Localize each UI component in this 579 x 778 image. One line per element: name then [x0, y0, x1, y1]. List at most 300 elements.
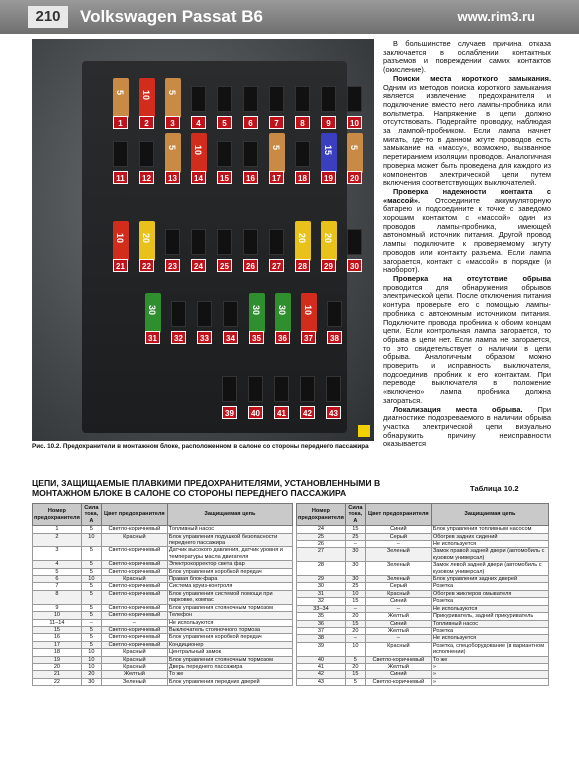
color-cell: Светло-коричневый	[101, 526, 167, 533]
current-cell: 10	[81, 576, 101, 583]
paragraph: В большинстве случаев причина отказа заключается в ослаблении контактных разъемов и повреждении самих контактов (окисление).	[383, 39, 551, 75]
circuit-cell: То же	[167, 671, 292, 678]
current-cell: 5	[81, 590, 101, 604]
empty-slot	[347, 229, 362, 255]
empty-slot	[327, 301, 342, 327]
empty-slot	[295, 141, 310, 167]
fuse-rating: 15	[323, 145, 333, 156]
current-cell: 15	[345, 526, 365, 533]
current-cell: 5	[81, 547, 101, 561]
color-cell: Зеленый	[365, 562, 431, 576]
color-cell: Светло-коричневый	[101, 583, 167, 590]
table-row	[297, 627, 549, 634]
fuse-number-cell: 5	[33, 568, 82, 575]
fuse-number-label: 24	[191, 259, 206, 272]
fuse-rating: 20	[141, 233, 151, 244]
table-row	[33, 583, 293, 590]
empty-slot	[222, 376, 237, 402]
empty-slot	[243, 141, 258, 167]
table-row	[297, 671, 549, 678]
table-row	[297, 620, 549, 627]
fuse-rating: 30	[277, 305, 287, 316]
color-cell: Красный	[365, 590, 431, 597]
fuse-number-label: 42	[300, 406, 315, 419]
table-row	[33, 590, 293, 604]
empty-slot	[223, 301, 238, 327]
circuit-cell: Топливный насос	[431, 620, 548, 627]
paragraph-text: Отсоедините аккумуляторную батарею и подсоедините к точке с заведомо хорошим контактом с «массой» один из проводов лампы-пробника, имеющей автономный источник питания. Другой провод лампы подключите к проверяемому жгуту проводов или контакту разъема. Если лампа загорается, контакт с «массой» в порядке (и наоборот).	[383, 195, 551, 275]
circuit-cell: Центральный замок	[167, 649, 292, 656]
fuse-number-cell: 38	[297, 635, 346, 642]
table-row	[33, 671, 293, 678]
color-cell: Красный	[101, 576, 167, 583]
circuit-cell: Блок управления системой помощи при парковке, компас	[167, 590, 292, 604]
table-row	[33, 634, 293, 641]
circuit-cell: Розетка, спецоборудование (в вариантном исполнении)	[431, 642, 548, 656]
table-row	[33, 604, 293, 611]
fuse-icon	[275, 293, 291, 333]
subheading: Проверка надежности контакта с «массой».	[383, 186, 551, 205]
color-cell: Зеленый	[101, 678, 167, 685]
empty-slot	[217, 86, 232, 112]
table-row	[33, 526, 293, 533]
fuse-icon	[269, 133, 285, 173]
column-header: Сила тока, А	[81, 504, 101, 526]
fuse-number-label: 37	[301, 331, 316, 344]
color-cell: Синий	[365, 526, 431, 533]
subheading: Поиски места короткого замыкания.	[393, 73, 551, 83]
circuit-cell: Блок управления задних дверей	[431, 576, 548, 583]
fuse-number-label: 35	[249, 331, 264, 344]
empty-slot	[139, 141, 154, 167]
fuse-number-cell: 30	[297, 583, 346, 590]
fuse-number-label: 22	[139, 259, 154, 272]
table-row	[33, 663, 293, 670]
empty-slot	[243, 229, 258, 255]
paragraph-text: При диагностике подозреваемого в наличии обрыва участка электрической цепи визуально обнаружить причину неисправности оказывается	[383, 404, 551, 449]
color-cell: Синий	[365, 620, 431, 627]
table-row	[33, 561, 293, 568]
circuit-cell: Система круиз-контроля	[167, 583, 292, 590]
circuit-cell: Розетка	[431, 627, 548, 634]
fuse-number-cell: 20	[33, 663, 82, 670]
fuse-number-cell: 19	[33, 656, 82, 663]
table-row	[297, 590, 549, 597]
fuse-number-cell: 42	[297, 671, 346, 678]
current-cell: 30	[345, 576, 365, 583]
fuse-number-cell: 8	[33, 590, 82, 604]
fuse-number-label: 23	[165, 259, 180, 272]
color-cell: Красный	[101, 656, 167, 663]
current-cell: –	[345, 541, 365, 548]
color-cell: Красный	[365, 642, 431, 656]
fuse-icon	[165, 133, 181, 173]
color-cell: Желтый	[101, 671, 167, 678]
empty-slot	[326, 376, 341, 402]
empty-slot	[217, 141, 232, 167]
current-cell: 10	[345, 642, 365, 656]
fuse-number-label: 31	[145, 331, 160, 344]
empty-slot	[300, 376, 315, 402]
fuse-number-label: 39	[222, 406, 237, 419]
color-cell: Красный	[101, 533, 167, 547]
circuit-cell: То же	[431, 656, 548, 663]
circuit-cell: Не используются	[167, 619, 292, 626]
book-title: Volkswagen Passat B6	[80, 7, 263, 26]
fuse-number-label: 6	[243, 116, 258, 129]
color-cell: Серый	[365, 583, 431, 590]
fuse-number-cell: 6	[33, 576, 82, 583]
fuse-number-label: 43	[326, 406, 341, 419]
fuse-number-label: 33	[197, 331, 212, 344]
fuse-number-cell: 32	[297, 598, 346, 605]
empty-slot	[274, 376, 289, 402]
fuse-number-label: 16	[243, 171, 258, 184]
circuit-cell: Кондиционер	[167, 641, 292, 648]
color-cell: Желтый	[365, 663, 431, 670]
circuit-cell: Блок управления коробкой передач	[167, 568, 292, 575]
table-row	[33, 649, 293, 656]
table-row	[33, 576, 293, 583]
fuse-rating: 10	[141, 90, 151, 101]
fuse-rating: 10	[303, 305, 313, 316]
color-cell: Красный	[101, 649, 167, 656]
fuse-number-label: 27	[269, 259, 284, 272]
color-cell: Синий	[365, 671, 431, 678]
table-row	[297, 605, 549, 612]
column-header: Цвет предохранителя	[101, 504, 167, 526]
column-header: Сила тока, А	[345, 504, 365, 526]
circuit-cell: »	[431, 663, 548, 670]
table-row	[33, 547, 293, 561]
table-row	[297, 533, 549, 540]
current-cell: 5	[81, 634, 101, 641]
fuse-icon	[113, 221, 129, 261]
fuse-icon	[249, 293, 265, 333]
circuit-cell: Прикуриватель, задний прикуриватель	[431, 613, 548, 620]
paragraph	[383, 275, 551, 406]
fuse-number-label: 17	[269, 171, 284, 184]
empty-slot	[217, 229, 232, 255]
current-cell: 10	[345, 590, 365, 597]
circuit-cell: Телефон	[167, 612, 292, 619]
table-row	[297, 635, 549, 642]
circuit-cell: »	[431, 671, 548, 678]
empty-slot	[269, 229, 284, 255]
current-cell: 30	[81, 678, 101, 685]
fuse-number-label: 15	[217, 171, 232, 184]
empty-slot	[191, 229, 206, 255]
fuse-number-cell: 41	[297, 663, 346, 670]
paragraph	[383, 406, 551, 450]
current-cell: 5	[81, 561, 101, 568]
fuse-rating: 30	[147, 305, 157, 316]
table-row	[297, 583, 549, 590]
fuse-number-cell: 10	[33, 612, 82, 619]
current-cell: 15	[345, 671, 365, 678]
fuse-number-cell: 22	[33, 678, 82, 685]
fuse-number-cell: 26	[297, 541, 346, 548]
circuit-cell: »	[431, 678, 548, 685]
table-row	[33, 678, 293, 685]
fuse-icon	[145, 293, 161, 333]
current-cell: 10	[81, 663, 101, 670]
fuse-icon	[347, 133, 363, 173]
fuse-number-label: 7	[269, 116, 284, 129]
fuse-number-cell: 37	[297, 627, 346, 634]
circuit-cell: Не используется	[431, 635, 548, 642]
fuse-number-label: 4	[191, 116, 206, 129]
fuse-number-cell: 3	[33, 547, 82, 561]
fuse-box-photo	[32, 39, 374, 441]
circuit-cell: Блок управления передних дверей	[167, 678, 292, 685]
color-cell: Светло-коричневый	[101, 604, 167, 611]
fuse-number-label: 12	[139, 171, 154, 184]
color-cell: Зеленый	[365, 548, 431, 562]
circuit-cell: Правая блок-фара	[167, 576, 292, 583]
current-cell: 20	[345, 613, 365, 620]
current-cell: –	[345, 635, 365, 642]
fuse-number-label: 26	[243, 259, 258, 272]
current-cell: 10	[81, 656, 101, 663]
fuse-icon	[139, 78, 155, 118]
fuse-number-label: 5	[217, 116, 232, 129]
current-cell: 5	[81, 526, 101, 533]
paragraph-text: Одним из методов поиска короткого замыкания является извлечение предохранителя и подключение вместо него лампы-пробника или вольтметра. Напряжение в цепи должно отсутствовать. Подергайте проводку, наблюдая за лампой-пробником. Если лампа начнет мигать, где-то в данном жгуте проводов есть замыкание на «массу», возможно, вызванное перетиранием изоляции проводов. Аналогичная проверка может быть проведена для каждого из компонентов электрической цепи путем включения соответствующих выключателей.	[383, 82, 551, 188]
fuse-number-cell: 27	[297, 548, 346, 562]
table-row	[33, 533, 293, 547]
current-cell: 10	[81, 533, 101, 547]
table-row	[297, 598, 549, 605]
fuse-number-cell: 31	[297, 590, 346, 597]
current-cell: 5	[345, 656, 365, 663]
color-cell: –	[365, 635, 431, 642]
current-cell: 20	[345, 663, 365, 670]
color-cell: –	[365, 541, 431, 548]
empty-slot	[191, 86, 206, 112]
circuit-cell: Не используется	[431, 541, 548, 548]
color-cell: –	[365, 605, 431, 612]
fuse-number-cell: 11–14	[33, 619, 82, 626]
circuit-cell: Розетка	[431, 598, 548, 605]
circuit-cell: Розетка	[431, 583, 548, 590]
color-cell: Зеленый	[365, 576, 431, 583]
empty-slot	[248, 376, 263, 402]
fuse-number-label: 20	[347, 171, 362, 184]
fuse-icon	[321, 221, 337, 261]
fuse-icon	[295, 221, 311, 261]
fuse-number-label: 36	[275, 331, 290, 344]
table-row	[33, 626, 293, 633]
fuse-icon	[165, 78, 181, 118]
color-cell: Светло-коричневый	[365, 656, 431, 663]
current-cell: 10	[81, 649, 101, 656]
table-row	[33, 619, 293, 626]
fuse-number-cell: 40	[297, 656, 346, 663]
fuse-number-cell: 29	[297, 576, 346, 583]
circuit-cell: Блок управления подушкой безопасности переднего пассажира	[167, 533, 292, 547]
current-cell: 15	[345, 598, 365, 605]
fuse-number-label: 14	[191, 171, 206, 184]
current-cell: 5	[81, 612, 101, 619]
fuse-number-label: 29	[321, 259, 336, 272]
table-row	[33, 568, 293, 575]
fuse-number-label: 25	[217, 259, 232, 272]
current-cell: 20	[81, 671, 101, 678]
empty-slot	[113, 141, 128, 167]
fuse-number-label: 1	[113, 116, 128, 129]
page-header	[0, 0, 579, 34]
fuse-number-cell: 4	[33, 561, 82, 568]
color-cell: Светло-коричневый	[101, 641, 167, 648]
table-label: Таблица 10.2	[470, 484, 519, 493]
current-cell: 5	[81, 626, 101, 633]
fuse-number-cell: 25	[297, 533, 346, 540]
fuse-rating: 30	[251, 305, 261, 316]
column-header: Номер предохранителя	[33, 504, 82, 526]
circuit-cell: Электрокорректор света фар	[167, 561, 292, 568]
fuse-number-cell: 7	[33, 583, 82, 590]
current-cell: 5	[81, 568, 101, 575]
color-cell: Желтый	[365, 613, 431, 620]
circuit-cell: Выключатель стояночного тормоза	[167, 626, 292, 633]
current-cell: 25	[345, 583, 365, 590]
figure-caption: Рис. 10.2. Предохранители в монтажном блоке, расположенном в салоне со стороны переднего пассажира	[32, 443, 369, 450]
table-row	[33, 656, 293, 663]
fuse-number-label: 18	[295, 171, 310, 184]
color-cell: Красный	[101, 663, 167, 670]
current-cell: –	[81, 619, 101, 626]
body-text-column	[383, 40, 551, 449]
fuse-number-cell: 1	[33, 526, 82, 533]
fuse-number-label: 28	[295, 259, 310, 272]
fuse-number-cell: 33–34	[297, 605, 346, 612]
current-cell: 5	[81, 604, 101, 611]
table-row	[297, 656, 549, 663]
empty-slot	[269, 86, 284, 112]
table-row	[297, 526, 549, 533]
color-cell: Светло-коричневый	[101, 561, 167, 568]
empty-slot	[347, 86, 362, 112]
current-cell: 20	[345, 627, 365, 634]
subheading: Локализация места обрыва.	[393, 404, 523, 414]
fuse-number-cell: 18	[33, 649, 82, 656]
paragraph	[383, 75, 551, 188]
fuse-number-label: 32	[171, 331, 186, 344]
table-row	[33, 612, 293, 619]
table-row	[297, 541, 549, 548]
table-row	[297, 576, 549, 583]
circuit-cell: Обогрев задних сидений	[431, 533, 548, 540]
circuit-cell: Обогрев жиклеров омывателя	[431, 590, 548, 597]
empty-slot	[171, 301, 186, 327]
corner-mark-icon	[358, 425, 370, 437]
fuse-rating: 10	[115, 233, 125, 244]
empty-slot	[197, 301, 212, 327]
fuse-icon	[139, 221, 155, 261]
fuse-rating: 20	[323, 233, 333, 244]
empty-slot	[321, 86, 336, 112]
fuse-number-cell: 36	[297, 620, 346, 627]
current-cell: –	[345, 605, 365, 612]
fuse-number-cell: 35	[297, 613, 346, 620]
table-title: ЦЕПИ, ЗАЩИЩАЕМЫЕ ПЛАВКИМИ ПРЕДОХРАНИТЕЛЯМИ, УСТАНОВЛЕННЫМИ В МОНТАЖНОМ БЛОКЕ В САЛОНЕ СО СТОРОНЫ ПЕРЕДНЕГО ПАССАЖИРА	[32, 478, 381, 498]
color-cell: Светло-коричневый	[101, 612, 167, 619]
fuse-number-cell: 39	[297, 642, 346, 656]
circuit-cell: Блок управления коробкой передач	[167, 634, 292, 641]
fuse-rating: 10	[193, 145, 203, 156]
fuse-rating: 5	[349, 145, 359, 151]
fuse-number-cell: 28	[297, 562, 346, 576]
color-cell: Светло-коричневый	[365, 678, 431, 685]
fuse-number-label: 21	[113, 259, 128, 272]
fuse-number-label: 2	[139, 116, 154, 129]
color-cell: Светло-коричневый	[101, 547, 167, 561]
fuse-rating: 5	[271, 145, 281, 151]
fuse-number-cell: 16	[33, 634, 82, 641]
fuse-number-cell: 15	[33, 626, 82, 633]
fuse-number-label: 8	[295, 116, 310, 129]
color-cell: Светло-коричневый	[101, 634, 167, 641]
fuse-number-label: 41	[274, 406, 289, 419]
column-header: Защищаемая цепь	[167, 504, 292, 526]
current-cell: 5	[81, 583, 101, 590]
empty-slot	[165, 229, 180, 255]
color-cell: Светло-коричневый	[101, 568, 167, 575]
table-row	[297, 562, 549, 576]
page-number: 210	[28, 6, 68, 28]
color-cell: Желтый	[365, 627, 431, 634]
fuse-number-cell: 24	[297, 526, 346, 533]
table-row	[297, 663, 549, 670]
circuit-cell: Замок левой задней двери (автомобиль с кузовом универсал)	[431, 562, 548, 576]
fuse-number-cell: 17	[33, 641, 82, 648]
fuse-number-label: 38	[327, 331, 342, 344]
table-row	[33, 641, 293, 648]
empty-slot	[295, 86, 310, 112]
color-cell: Светло-коричневый	[101, 590, 167, 604]
current-cell: 5	[81, 641, 101, 648]
paragraph-text: проводится для обнаружения обрывов электрической цепи. После отключения питания контура проверьте его с помощью лампы-пробника с автономным источником питания. Подключите провода пробника к обоим концам цепи. Если контрольная лампа загорается, то обрыва в цепи нет. Если лампа не загорается, то это свидетельствует о наличии в цепи обрыва. Аналогичным образом можно проверить и исправность выключателя, подсоединив пробник к его контактам. При переводе выключателя в положение «включено» лампа пробника должна загораться.	[383, 282, 551, 405]
current-cell: 25	[345, 533, 365, 540]
fuse-rating: 5	[167, 145, 177, 151]
fuse-number-cell: 9	[33, 604, 82, 611]
current-cell: 5	[345, 678, 365, 685]
color-cell: –	[101, 619, 167, 626]
circuit-cell: Блок управления стояночным тормозом	[167, 656, 292, 663]
fuse-number-cell: 43	[297, 678, 346, 685]
circuit-cell: Блок управления стояночным тормозом	[167, 604, 292, 611]
fuse-number-label: 40	[248, 406, 263, 419]
fuse-number-label: 9	[321, 116, 336, 129]
current-cell: 30	[345, 562, 365, 576]
color-cell: Синий	[365, 598, 431, 605]
site-url: www.rim3.ru	[457, 9, 535, 24]
fuse-icon	[321, 133, 337, 173]
fuse-number-label: 11	[113, 171, 128, 184]
fuse-number-label: 3	[165, 116, 180, 129]
paragraph	[383, 188, 551, 275]
circuit-cell: Дверь переднего пассажира	[167, 663, 292, 670]
fuse-icon	[113, 78, 129, 118]
fuse-number-label: 30	[347, 259, 362, 272]
fuse-table-left	[32, 503, 293, 686]
circuit-cell: Топливный насос	[167, 526, 292, 533]
fuse-rating: 5	[115, 90, 125, 96]
fuse-number-label: 10	[347, 116, 362, 129]
fuse-number-label: 13	[165, 171, 180, 184]
fuse-icon	[301, 293, 317, 333]
